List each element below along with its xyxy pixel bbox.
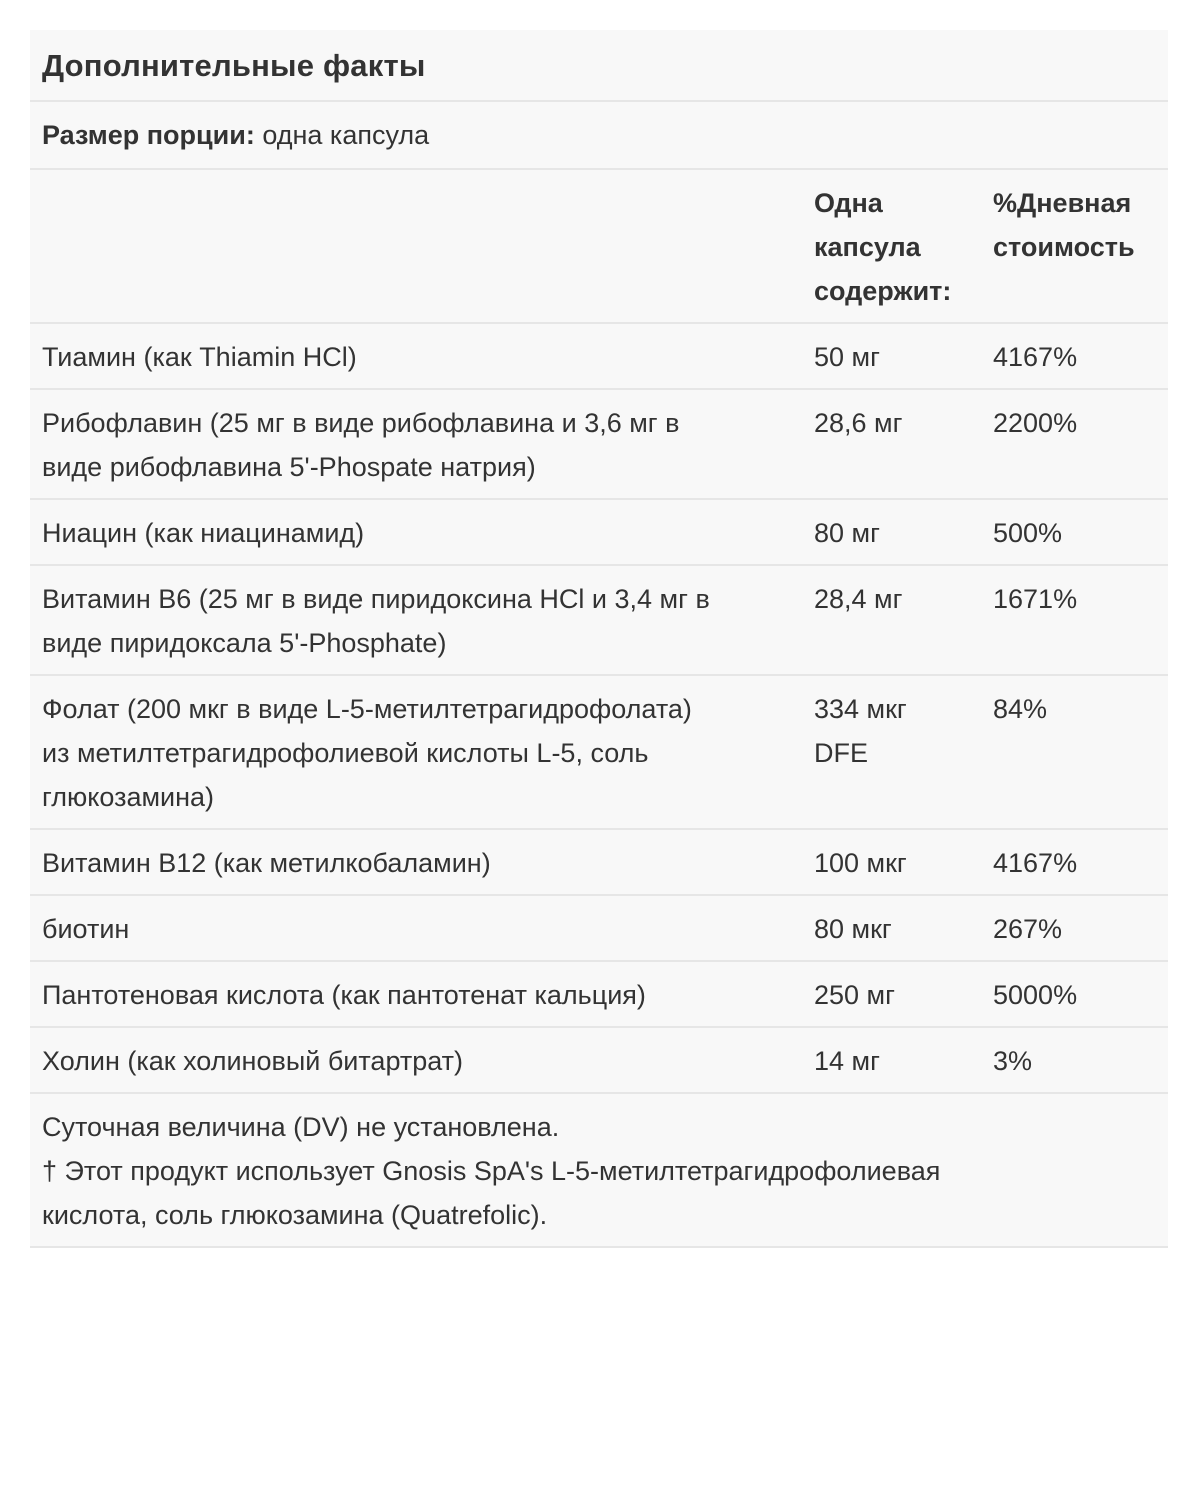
table-row — [30, 962, 1168, 1028]
table-row — [30, 676, 1168, 830]
nutrient-name: Холин (как холиновый битартрат) — [42, 1046, 464, 1076]
nutrient-amount: 80 мкг — [814, 914, 892, 944]
nutrient-amount: 14 мг — [814, 1046, 880, 1076]
nutrient-daily-value: 2200% — [993, 408, 1078, 438]
nutrient-daily-value: 500% — [993, 518, 1063, 548]
nutrient-amount: 250 мг — [814, 980, 895, 1010]
table-row — [30, 324, 1168, 390]
nutrient-name: Ниацин (как ниацинамид) — [42, 518, 365, 548]
nutrient-amount: 100 мкг — [814, 848, 907, 878]
nutrient-daily-value: 3% — [993, 1046, 1033, 1076]
footnote-dagger: † Этот продукт использует Gnosis SpA's L-5-метилтетрагидрофолиевая — [42, 1156, 941, 1186]
nutrient-daily-value: 4167% — [993, 848, 1078, 878]
footnotes — [30, 1094, 1168, 1248]
nutrient-name: биотин — [42, 914, 130, 944]
nutrient-amount: 80 мг — [814, 518, 880, 548]
header-daily-value: %Дневная стоимость — [993, 188, 1135, 262]
footnote-dv: Суточная величина (DV) не установлена. — [42, 1112, 560, 1142]
table-row — [30, 390, 1168, 500]
nutrient-name: Пантотеновая кислота (как пантотенат кальция) — [42, 980, 646, 1010]
nutrient-amount: 28,6 мг — [814, 408, 903, 438]
footnote-dagger-cont: кислота, соль глюкозамина (Quatrefolic). — [42, 1200, 548, 1230]
nutrient-amount: 50 мг — [814, 342, 880, 372]
table-row — [30, 1028, 1168, 1094]
serving-size-value: одна капсула — [254, 120, 430, 150]
nutrient-name: Витамин B6 (25 мг в виде пиридоксина HCl и 3,4 мг в виде пиридоксала 5'-Phosphate) — [42, 584, 710, 658]
table-row — [30, 896, 1168, 962]
table-header-row — [30, 170, 1168, 324]
nutrient-daily-value: 1671% — [993, 584, 1078, 614]
nutrient-name: Тиамин (как Thiamin HCl) — [42, 342, 357, 372]
nutrient-daily-value: 4167% — [993, 342, 1078, 372]
table-row — [30, 566, 1168, 676]
panel-title: Дополнительные факты — [30, 30, 1168, 102]
nutrient-amount: 28,4 мг — [814, 584, 903, 614]
nutrient-daily-value: 5000% — [993, 980, 1078, 1010]
nutrient-amount: 334 мкг DFE — [814, 694, 907, 768]
header-amount: Одна капсула содержит: — [814, 188, 952, 306]
table-row — [30, 500, 1168, 566]
nutrient-daily-value: 84% — [993, 694, 1048, 724]
serving-size-label: Размер порции: — [42, 120, 255, 150]
nutrient-name: Витамин B12 (как метилкобаламин) — [42, 848, 491, 878]
table-row — [30, 830, 1168, 896]
nutrient-name: Фолат (200 мкг в виде L-5-метилтетрагидрофолата) из метилтетрагидрофолиевой кислоты L-5, соль глюкозамина) — [42, 694, 692, 812]
nutrient-daily-value: 267% — [993, 914, 1063, 944]
nutrient-name: Рибофлавин (25 мг в виде рибофлавина и 3,6 мг в виде рибофлавина 5'-Phospate натрия) — [42, 408, 680, 482]
serving-size — [30, 102, 1168, 170]
supplement-facts-panel — [30, 30, 1168, 1248]
